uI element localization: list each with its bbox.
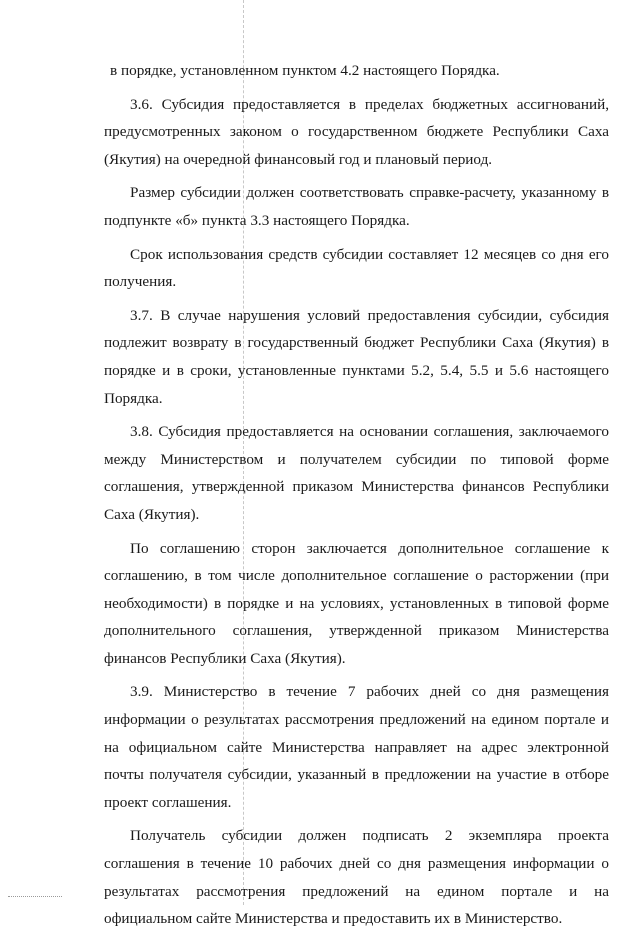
scan-edge-mark (8, 896, 62, 897)
paragraph-3-9: 3.9. Министерство в течение 7 рабочих дней со дня размещения информации о результатах рассмотрения предложений на едином портале и на официальном сайте Министерства направляет на адрес электронной почты получателя субсидии, указанный в предложении на участие в отборе проект соглашения. (104, 683, 609, 811)
paragraph-additional-agreement: По соглашению сторон заключается дополнительное соглашение к соглашению, в том числе дополнительное соглашение о расторжении (при необходимости) в порядке и на условиях, установленных в типовой форме дополнительного соглашения, утвержденной приказом Министерства финансов Республики Саха (Якутия). (104, 539, 609, 667)
paragraph-3-7: 3.7. В случае нарушения условий предоставления субсидии, субсидия подлежит возврату в государственный бюджет Республики Саха (Якутия) в порядке и в сроки, установленные пунктами 5.2, 5.4, 5.5 и 5.6 настоящего Порядка. (104, 306, 609, 407)
paragraph-subsidy-amount: Размер субсидии должен соответствовать справке-расчету, указанному в подпункте «б» пункта 3.3 настоящего Порядка. (104, 184, 609, 229)
paragraph-3-6: 3.6. Субсидия предоставляется в пределах бюджетных ассигнований, предусмотренных законом о государственном бюджете Республики Саха (Якутия) на очередной финансовый год и плановый период. (104, 95, 609, 168)
document-body (104, 57, 609, 939)
paragraph-3-8: 3.8. Субсидия предоставляется на основании соглашения, заключаемого между Министерством и получателем субсидии по типовой форме соглашения, утвержденной приказом Министерства финансов Республики Саха (Якутия). (104, 423, 609, 523)
paragraph-recipient-signing: Получатель субсидии должен подписать 2 экземпляра проекта соглашения в течение 10 рабочих дней со дня размещения информации о результатах рассмотрения предложений на едином портале и на официальном сайте Министерства и предоставить их в Министерство. (104, 827, 609, 928)
paragraph-continuation: в порядке, установленном пунктом 4.2 настоящего Порядка. (110, 62, 500, 79)
paragraph-subsidy-term: Срок использования средств субсидии составляет 12 месяцев со дня его получения. (104, 245, 609, 291)
